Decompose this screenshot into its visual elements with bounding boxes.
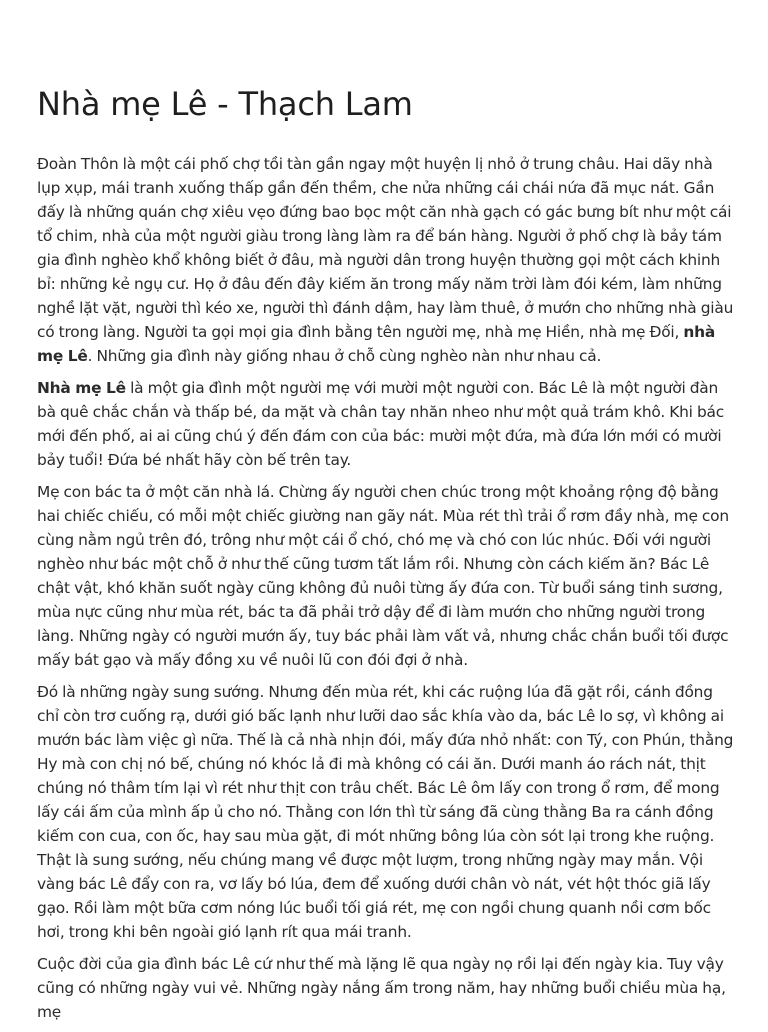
paragraph-1 <box>37 152 737 368</box>
paragraph-2 <box>37 376 737 472</box>
paragraph-text: Mẹ con bác ta ở một căn nhà lá. Chừng ấy người chen chúc trong một khoảng rộng độ bằng hai chiếc chiếu, có mỗi một chiếc giường nan gãy nát. Mùa rét thì trải ổ rơm đầy nhà, mẹ con cùng nằm ngủ trên đó, trông như một cái ổ chó, chó mẹ và chó con lúc nhúc. Đối với người nghèo như bác một chỗ ở như thế cũng tươm tất lắm rồi. Nhưng còn cách kiếm ăn? Bác Lê chật vật, khó khăn suốt ngày cũng không đủ nuôi từng ấy đứa con. Từ buổi sáng tinh sương, mùa nực cũng như mùa rét, bác ta đã phải trở dậy để đi làm mướn cho những người trong làng. Những ngày có người mướn ấy, tuy bác phải làm vất vả, nhưng chắc chắn buổi tối được mấy bát gạo và mấy đồng xu về nuôi lũ con đói đợi ở nhà. <box>37 483 729 669</box>
article <box>37 84 737 1032</box>
paragraph-text: Cuộc đời của gia đình bác Lê cứ như thế mà lặng lẽ qua ngày nọ rồi lại đến ngày kia. Tuy vậy cũng có những ngày vui vẻ. Những ngày nắng ấm trong năm, hay những buổi chiều mùa hạ, mẹ <box>37 955 726 1021</box>
paragraph-3 <box>37 480 737 672</box>
bold-phrase-nha-me-le: Nhà mẹ Lê <box>37 379 126 397</box>
bold-phrase-nha-me-le: nhà mẹ Lê <box>37 323 716 365</box>
paragraph-5 <box>37 952 737 1024</box>
paragraph-text: Đoàn Thôn là một cái phố chợ tồi tàn gần ngay một huyện lị nhỏ ở trung châu. Hai dãy nhà lụp xụp, mái tranh xuống thấp gần đến thềm, che nửa những cái chái nứa đã mục nát. Gần đấy là những quán chợ xiêu vẹo đứng bao bọc một căn nhà gạch có gác bưng bít như một cái tổ chim, nhà của một người giàu trong làng làm ra để bán hàng. Người ở phố chợ là bảy tám gia đình nghèo khổ không biết ở đâu, mà người dân trong huyện thường gọi một cách khinh bỉ: những kẻ ngụ cư. Họ ở đâu đến đây kiếm ăn trong mấy năm trời làm đói kém, làm những nghề lặt vặt, người thì kéo xe, người thì đánh dậm, hay làm thuê, ở mướn cho những nhà giàu có trong làng. Người ta gọi mọi gia đình bằng tên người mẹ, nhà mẹ Hiền, nhà mẹ Đối, <box>37 155 734 341</box>
paragraph-text: Đó là những ngày sung sướng. Nhưng đến mùa rét, khi các ruộng lúa đã gặt rồi, cánh đồng chỉ còn trơ cuống rạ, dưới gió bấc lạnh như lưỡi dao sắc khía vào da, bác Lê lo sợ, vì không ai mướn bác làm việc gì nữa. Thế là cả nhà nhịn đói, mấy đứa nhỏ nhất: con Tý, con Phún, thằng Hy mà con chị nó bế, chúng nó khóc lả đi mà không có cái ăn. Dưới manh áo rách nát, thịt chúng nó thâm tím lại vì rét như thịt con trâu chết. Bác Lê ôm lấy con trong ổ rơm, để mong lấy cái ấm của mình ấp ủ cho nó. Thằng con lớn thì từ sáng đã cùng thằng Ba ra cánh đồng kiếm con cua, con ốc, hay sau mùa gặt, đi mót những bông lúa còn sót lại trong khe ruộng. Thật là sung sướng, nếu chúng mang về được một lượm, trong những ngày may mắn. Vội vàng bác Lê đẩy con ra, vơ lấy bó lúa, đem để xuống dưới chân vò nát, vét hột thóc giã lấy gạo. Rồi làm một bữa cơm nóng lúc buổi tối giá rét, mẹ con ngồi chung quanh nồi cơm bốc hơi, trong khi bên ngoài gió lạnh rít qua mái tranh. <box>37 683 734 941</box>
paragraph-text: . Những gia đình này giống nhau ở chỗ cùng nghèo nàn như nhau cả. <box>87 347 602 365</box>
paragraph-4 <box>37 680 737 944</box>
paragraph-text: là một gia đình một người mẹ với mười một người con. Bác Lê là một người đàn bà quê chắc chắn và thấp bé, da mặt và chân tay nhăn nheo như một quả trám khô. Khi bác mới đến phố, ai ai cũng chú ý đến đám con của bác: mười một đứa, mà đứa lớn mới có mười bảy tuổi! Đứa bé nhất hãy còn bế trên tay. <box>37 379 725 469</box>
article-title: Nhà mẹ Lê - Thạch Lam <box>37 85 413 123</box>
